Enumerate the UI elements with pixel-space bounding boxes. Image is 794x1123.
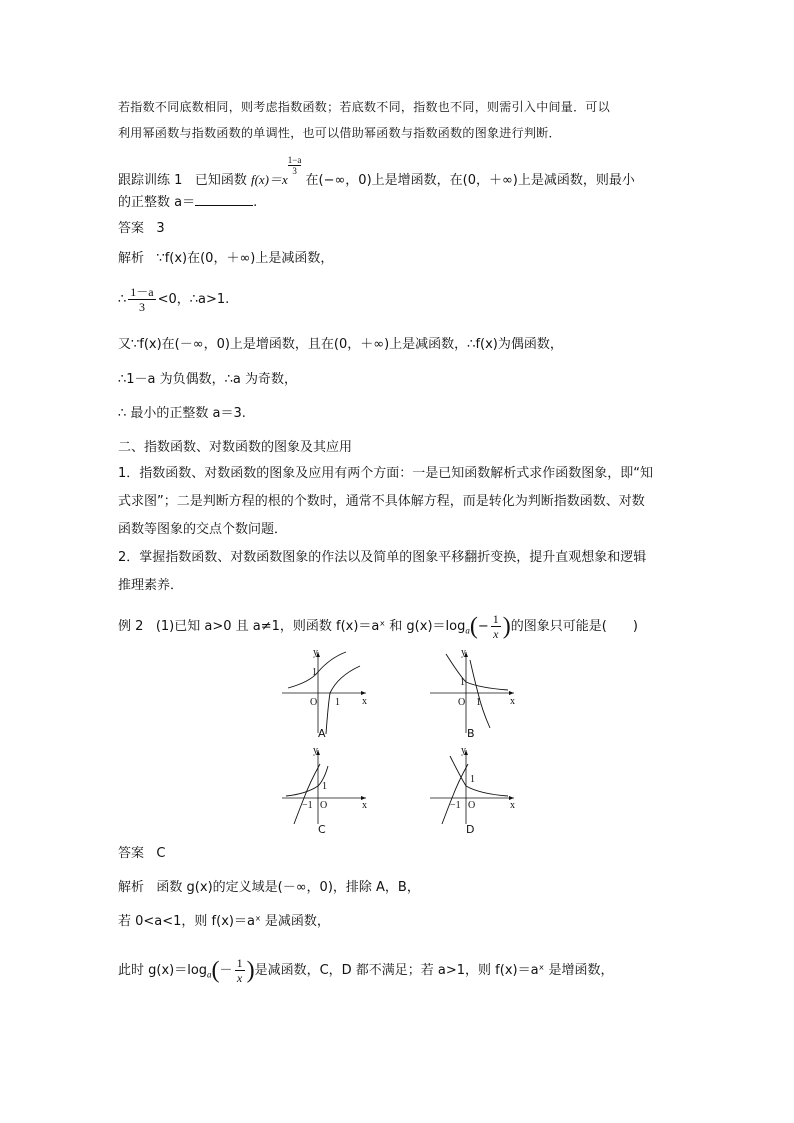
example-2-line [118,612,638,641]
answer-2 [118,846,166,862]
graph-d-tick-y: 1 [470,774,475,785]
graph-d-label: D [466,823,475,836]
section-p2-line-2: 推理素养． [118,578,184,593]
graph-c-tick-y: 1 [322,781,327,792]
graph-d-origin: O [468,800,476,811]
exercise-line2-text: 的正整数 a＝ [118,195,196,210]
graph-a-tick-x: 1 [335,697,340,708]
graph-b-x-label: x [510,696,515,707]
graph-d [428,746,518,830]
left-paren: ( [211,957,220,984]
solution-1-text-1: ∵f(x)在(0，＋∞)上是减函数， [156,251,334,266]
graph-d-tick-x: −1 [450,800,461,811]
solution-2-line-3 [118,956,613,985]
graph-c-tick-x: −1 [302,800,313,811]
right-paren: ) [246,957,255,984]
section-p2-line-1: 2．掌握指数函数、对数函数图象的作法以及简单的图象平移翻折变换，提升直观想象和逻辑 [118,550,647,565]
fraction-numerator: 1－a [130,285,154,299]
solution-1-therefore: ∴ [118,292,127,307]
solution-1-line-3: 又∵f(x)在(－∞，0)上是增函数，且在(0，＋∞)上是减函数，∴f(x)为偶函数， [118,337,563,352]
section-p1-line-3: 函数等图象的交点个数问题． [118,522,288,537]
graph-d-x-label: x [510,800,515,811]
exercise-exponent [287,155,302,176]
fraction-denominator: x [493,627,499,641]
answer-2-value: C [156,846,166,861]
minus-sign: － [219,963,233,978]
solution-2-fraction [235,956,245,985]
exercise-exp-den: 3 [292,166,297,176]
right-paren: ) [502,613,511,640]
exercise-exp-num: 1−a [287,155,302,165]
intro-note-line-1: 若指数不同底数相同，则考虑指数函数；若底数不同，指数也不同，则需引入中间量．可以 [118,100,611,114]
solution-2-text-3b: 是减函数，C，D 都不满足；若 a>1，则 f(x)＝aˣ 是增函数， [254,963,614,978]
graph-b-label: B [467,727,475,740]
graph-c [280,746,370,830]
answer-1 [118,221,165,237]
minus-sign: − [477,619,489,634]
section-p1-line-2: 式求图”；二是判断方程的根的个数时，通常不具体解方程，而是转化为判断指数函数、对数 [118,494,645,509]
answer-1-value: 3 [156,221,165,236]
log-base: a [207,969,212,980]
example-2-text-a: (1)已知 a>0 且 a≠1，则函数 f(x)＝aˣ 和 g(x)＝log [155,619,466,634]
exercise-line-1 [118,155,635,189]
example-2-fraction [491,612,501,641]
graph-a-x-label: x [362,696,367,707]
solution-2-label: 解析 [118,880,145,895]
graph-a-tick-y: 1 [312,667,317,678]
graph-b-tick-x: 1 [476,697,481,708]
graph-c-y-label: y [313,746,318,756]
fraction-numerator: 1 [492,612,499,626]
solution-2-text-3a: 此时 g(x)＝log [118,963,208,978]
solution-1-line-5: ∴ 最小的正整数 a＝3. [118,406,246,421]
solution-2-line-2: 若 0<a<1，则 f(x)＝aˣ 是减函数， [118,914,330,929]
solution-1-label: 解析 [118,251,145,266]
fraction-denominator: 3 [138,300,145,314]
answer-blank [195,193,253,206]
graph-b-origin: O [458,697,466,708]
fraction-denominator: x [236,971,243,985]
exercise-line-2 [118,193,257,211]
section-p1-line-1: 1．指数函数、对数函数的图象及应用有两个方面：一是已知函数解析式求作函数图象，即“知 [118,466,654,481]
exercise-label: 跟踪训练 1 [118,173,183,188]
answer-2-label: 答案 [118,846,145,861]
example-2-label: 例 2 [118,619,144,634]
graph-d-y-label: y [461,746,466,756]
solution-1-line-1 [118,251,333,267]
exercise-text-a: 已知函数 [194,173,247,188]
example-2-text-b: 的图象只可能是( ) [510,619,638,634]
solution-1-fraction [128,285,155,314]
solution-1-text-2: <0，∴a>1. [157,292,230,307]
graph-a-y-label: y [313,648,318,658]
fraction-numerator: 1 [236,956,243,970]
graph-c-x-label: x [362,800,367,811]
solution-1-line-2 [118,285,229,314]
solution-2-text-1: 函数 g(x)的定义域是(－∞，0)，排除 A，B， [156,880,420,895]
solution-2-line-1 [118,880,420,896]
exercise-text-b: 在(−∞，0)上是增函数，在(0，＋∞)上是减函数，则最小 [305,173,635,188]
graph-b-tick-y: 1 [460,677,465,688]
left-paren: ( [469,613,478,640]
solution-1-line-4: ∴1－a 为负偶数，∴a 为奇数， [118,372,298,387]
exercise-line2-end: . [253,195,258,210]
answer-1-label: 答案 [118,221,145,236]
section-heading: 二、指数函数、对数函数的图象及其应用 [118,440,353,455]
exercise-func: f(x)＝x [250,172,288,187]
intro-note-line-2: 利用幂函数与指数函数的单调性，也可以借助幂函数与指数函数的图象进行判断． [118,126,561,140]
graph-a-origin: O [310,697,318,708]
graph-c-label: C [318,823,326,836]
graph-b-y-label: y [461,648,466,658]
log-base: a [465,625,470,636]
graph-a-label: A [318,727,326,740]
graph-c-origin: O [320,800,328,811]
